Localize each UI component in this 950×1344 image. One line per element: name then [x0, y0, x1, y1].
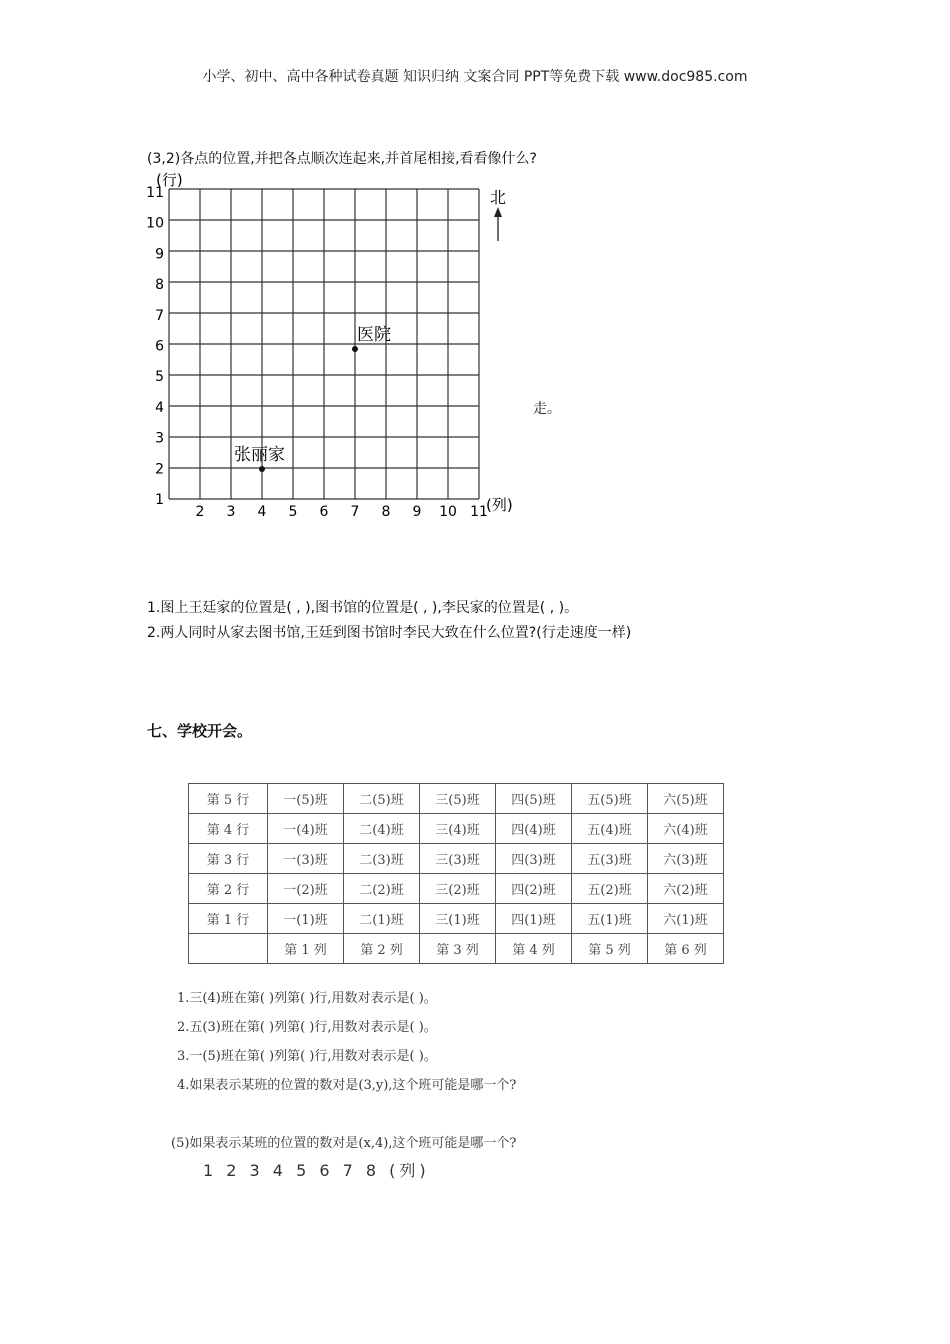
class-cell: 四(5)班	[496, 784, 572, 814]
intro-text: (3,2)各点的位置,并把各点顺次连起来,并首尾相接,看看像什么?	[147, 151, 537, 167]
row-axis-label: (行)	[156, 171, 183, 189]
row-tick-label: 11	[146, 185, 164, 201]
class-cell: 三(3)班	[420, 844, 496, 874]
question-b-4: 4.如果表示某班的位置的数对是(3,y),这个班可能是哪一个?	[177, 1078, 517, 1093]
row-tick-label: 8	[155, 277, 164, 294]
cut-off-axis-text: 1 2 3 4 5 6 7 8 (列)	[203, 1161, 430, 1180]
page-header: 小学、初中、高中各种试卷真题 知识归纳 文案合同 PPT等免费下载 www.doc985.com	[202, 69, 748, 85]
class-cell: 二(2)班	[344, 874, 420, 904]
row-tick-label: 9	[155, 246, 164, 263]
seat-row	[189, 904, 724, 934]
seat-row	[189, 844, 724, 874]
section-title: 七、学校开会。	[147, 722, 253, 740]
class-cell: 一(2)班	[268, 874, 344, 904]
row-header: 第 2 行	[189, 874, 268, 904]
class-cell: 三(4)班	[420, 814, 496, 844]
row-tick-label: 1	[155, 492, 164, 508]
col-tick-label: 5	[288, 504, 298, 520]
class-cell: 六(3)班	[648, 844, 724, 874]
seat-row	[189, 874, 724, 904]
class-cell: 六(4)班	[648, 814, 724, 844]
coordinate-grid	[140, 165, 540, 525]
class-cell: 六(5)班	[648, 784, 724, 814]
class-cell: 五(3)班	[572, 844, 648, 874]
row-header: 第 1 行	[189, 904, 268, 934]
col-tick-label: 7	[350, 504, 360, 520]
column-header-row	[189, 934, 724, 964]
col-tick-label: 2	[195, 504, 205, 520]
col-tick-label: 8	[381, 504, 391, 520]
class-cell: 三(5)班	[420, 784, 496, 814]
class-cell: 三(1)班	[420, 904, 496, 934]
row-tick-label: 3	[155, 430, 164, 447]
class-cell: 一(3)班	[268, 844, 344, 874]
class-cell: 五(2)班	[572, 874, 648, 904]
col-tick-label: 10	[439, 504, 457, 520]
column-header: 第 2 列	[344, 934, 420, 964]
class-cell: 六(1)班	[648, 904, 724, 934]
class-cell: 二(5)班	[344, 784, 420, 814]
seat-table	[188, 783, 724, 964]
column-header: 第 3 列	[420, 934, 496, 964]
row-tick-label: 4	[155, 399, 164, 416]
col-tick-label: 3	[226, 504, 236, 520]
col-tick-label: 11	[470, 504, 488, 520]
column-header: 第 4 列	[496, 934, 572, 964]
row-header: 第 4 行	[189, 814, 268, 844]
point-marker	[352, 346, 358, 352]
class-cell: 三(2)班	[420, 874, 496, 904]
row-tick-label: 2	[155, 461, 164, 478]
class-cell: 二(3)班	[344, 844, 420, 874]
column-header: 第 5 列	[572, 934, 648, 964]
question-b-5: (5)如果表示某班的位置的数对是(x,4),这个班可能是哪一个?	[171, 1136, 517, 1151]
row-header: 第 5 行	[189, 784, 268, 814]
class-cell: 六(2)班	[648, 874, 724, 904]
class-cell: 一(1)班	[268, 904, 344, 934]
col-tick-label: 9	[412, 504, 422, 520]
class-cell: 五(4)班	[572, 814, 648, 844]
point-marker	[259, 466, 265, 472]
question-b-3: 3.一(5)班在第( )列第( )行,用数对表示是( )。	[177, 1049, 437, 1064]
column-header: 第 1 列	[268, 934, 344, 964]
col-tick-label: 4	[257, 504, 267, 520]
class-cell: 一(5)班	[268, 784, 344, 814]
class-cell: 四(4)班	[496, 814, 572, 844]
point-label: 医院	[357, 325, 391, 345]
col-tick-label: 6	[319, 504, 329, 520]
col-axis-label: (列)	[486, 496, 513, 514]
row-tick-label: 5	[155, 369, 164, 386]
question-a-2: 2.两人同时从家去图书馆,王廷到图书馆时李民大致在什么位置?(行走速度一样)	[147, 625, 632, 641]
question-b-2: 2.五(3)班在第( )列第( )行,用数对表示是( )。	[177, 1020, 437, 1035]
seat-row	[189, 814, 724, 844]
corner-cell	[189, 934, 268, 964]
row-tick-label: 6	[155, 338, 164, 355]
row-tick-label: 10	[146, 215, 164, 232]
point-label: 张丽家	[234, 445, 285, 465]
column-header: 第 6 列	[648, 934, 724, 964]
class-cell: 四(2)班	[496, 874, 572, 904]
class-cell: 五(1)班	[572, 904, 648, 934]
class-cell: 四(3)班	[496, 844, 572, 874]
class-cell: 二(1)班	[344, 904, 420, 934]
class-cell: 一(4)班	[268, 814, 344, 844]
question-a-1: 1.图上王廷家的位置是( , ),图书馆的位置是( , ),李民家的位置是( , )。	[147, 600, 579, 616]
seat-row	[189, 784, 724, 814]
class-cell: 二(4)班	[344, 814, 420, 844]
north-label: 北	[490, 188, 507, 207]
class-cell: 五(5)班	[572, 784, 648, 814]
side-text: 走。	[533, 401, 561, 417]
question-b-1: 1.三(4)班在第( )列第( )行,用数对表示是( )。	[177, 991, 437, 1006]
row-header: 第 3 行	[189, 844, 268, 874]
row-tick-label: 7	[155, 307, 164, 324]
class-cell: 四(1)班	[496, 904, 572, 934]
north-arrow	[494, 207, 502, 241]
